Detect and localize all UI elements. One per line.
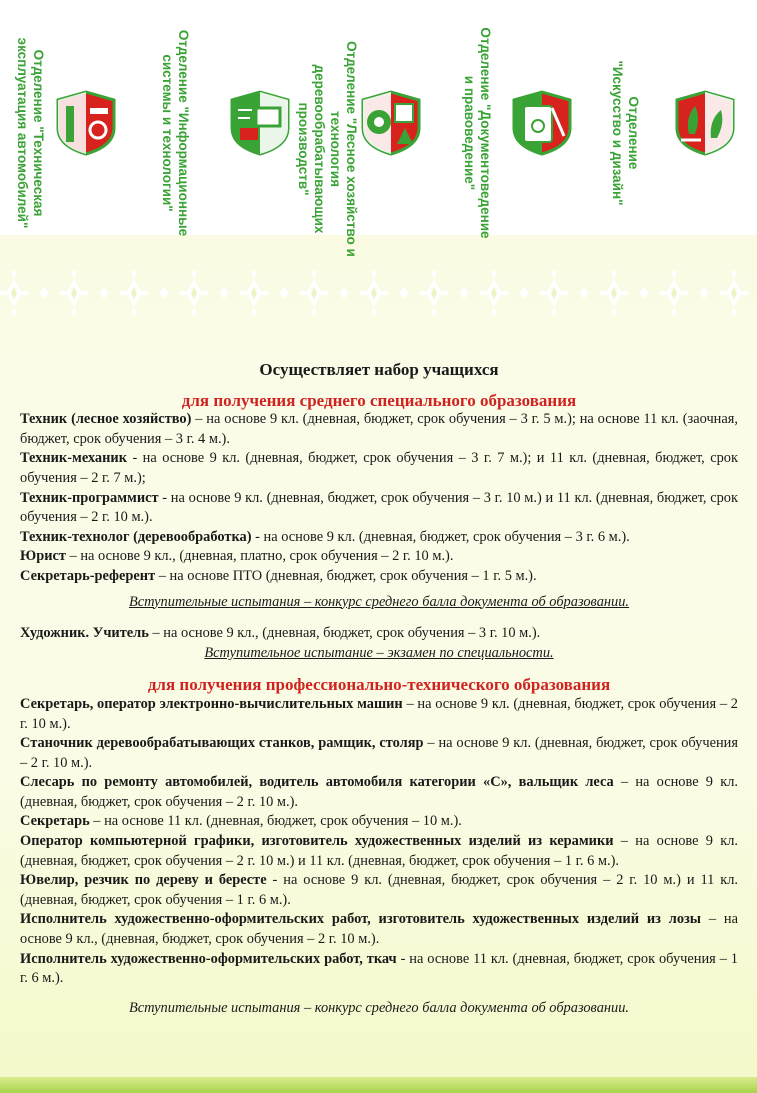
list-item: Исполнитель художественно-оформительских работ, изготовитель художественных изделий из лозы – на основе 9 кл., (дневная, бюджет, срок обучения – 2 г. 10 м.). xyxy=(20,911,738,948)
entrance-exam-note: Вступительные испытания – конкурс среднего балла документа об образовании. xyxy=(128,999,630,1016)
list-item: Художник. Учитель – на основе 9 кл., (дневная, бюджет, срок обучения – 3 г. 10 м.). xyxy=(20,625,541,642)
ornament-border xyxy=(0,262,757,324)
entrance-exam-note: Вступительное испытание – экзамен по специальности. xyxy=(204,644,554,661)
admission-info xyxy=(20,360,738,1018)
list-item: Секретарь, оператор электронно-вычислительных машин – на основе 9 кл. (дневная, бюджет, срок обучения – 2 г. 10 м.). xyxy=(20,695,738,732)
department-label: Отделение "Информационные системы и технологии" xyxy=(160,29,191,237)
list-item: Ювелир, резчик по дереву и бересте - на основе 9 кл. (дневная, бюджет, срок обучения – 2 г. 10 м.) и 11 кл. (дневная, бюджет, срок обучения – 1 г. 6 м.). xyxy=(20,872,738,908)
art-emblem-icon xyxy=(671,88,739,156)
list-item: Юрист – на основе 9 кл., (дневная, платно, срок обучения – 2 г. 10 м.). xyxy=(20,548,454,565)
list-item: Слесарь по ремонту автомобилей, водитель автомобиля категории «С», вальщик леса – на основе 9 кл. (дневная, бюджет, срок обучения – 2 г. 10 м.). xyxy=(20,774,738,810)
department-label: Отделение "Документоведение и правоведение" xyxy=(462,27,493,239)
department-label: Отделение "Техническая эксплуатация автомобилей" xyxy=(15,37,46,229)
list-item: Оператор компьютерной графики, изготовитель художественных изделий из керамики – на основе 9 кл. (дневная, бюджет, срок обучения – 2 г. 10 м.) и 11 кл. (дневная, бюджет, срок обучения – 1 г. 6 м.). xyxy=(20,833,738,869)
list-item: Техник-программист - на основе 9 кл. (дневная, бюджет, срок обучения – 3 г. 10 м.) и 11 кл. (дневная, бюджет, срок обучения – 2 г. 10 м.). xyxy=(20,489,738,526)
list-item: Исполнитель художественно-оформительских работ, ткач - на основе 11 кл. (дневная, бюджет, срок обучения – 1 г. 6 м.). xyxy=(20,950,738,987)
section-heading-secondary-special: для получения среднего специального образования xyxy=(181,390,577,410)
department-label: Отделение "Лесное хозяйство и технология деревообрабатывающих производств" xyxy=(296,41,359,257)
page-title: Осуществляет набор учащихся xyxy=(259,360,499,379)
documents-emblem-icon xyxy=(508,88,576,156)
list-item: Секретарь – на основе 11 кл. (дневная, бюджет, срок обучения – 10 м.). xyxy=(20,813,462,830)
department-banner xyxy=(0,0,757,257)
forestry-emblem-icon xyxy=(357,88,425,156)
entrance-exam-note: Вступительные испытания – конкурс среднего балла документа об образовании. xyxy=(128,593,630,610)
it-emblem-icon xyxy=(226,88,294,156)
department-label: Отделение "Искусство и дизайн" xyxy=(610,60,641,206)
section-heading-vocational: для получения профессионально-технического образования xyxy=(147,675,611,695)
footer-bar xyxy=(0,1077,757,1093)
list-item: Техник-технолог (деревообработка) - на основе 9 кл. (дневная, бюджет, срок обучения – 3 г. 6 м.). xyxy=(20,528,630,545)
auto-emblem-icon xyxy=(52,88,120,156)
list-item: Техник-механик - на основе 9 кл. (дневная, бюджет, срок обучения – 3 г. 7 м.); и 11 кл. (дневная, бюджет, срок обучения – 2 г. 7 м.); xyxy=(20,450,738,486)
list-item: Секретарь-референт – на основе ПТО (дневная, бюджет, срок обучения – 1 г. 5 м.). xyxy=(20,567,537,584)
list-item: Станочник деревообрабатывающих станков, рамщик, столяр – на основе 9 кл. (дневная, бюджет, срок обучения – 2 г. 10 м.). xyxy=(20,735,739,771)
list-item: Техник (лесное хозяйство) – на основе 9 кл. (дневная, бюджет, срок обучения – 3 г. 5 м.); на основе 11 кл. (заочная, бюджет, срок обучения – 3 г. 4 м.). xyxy=(20,411,738,447)
